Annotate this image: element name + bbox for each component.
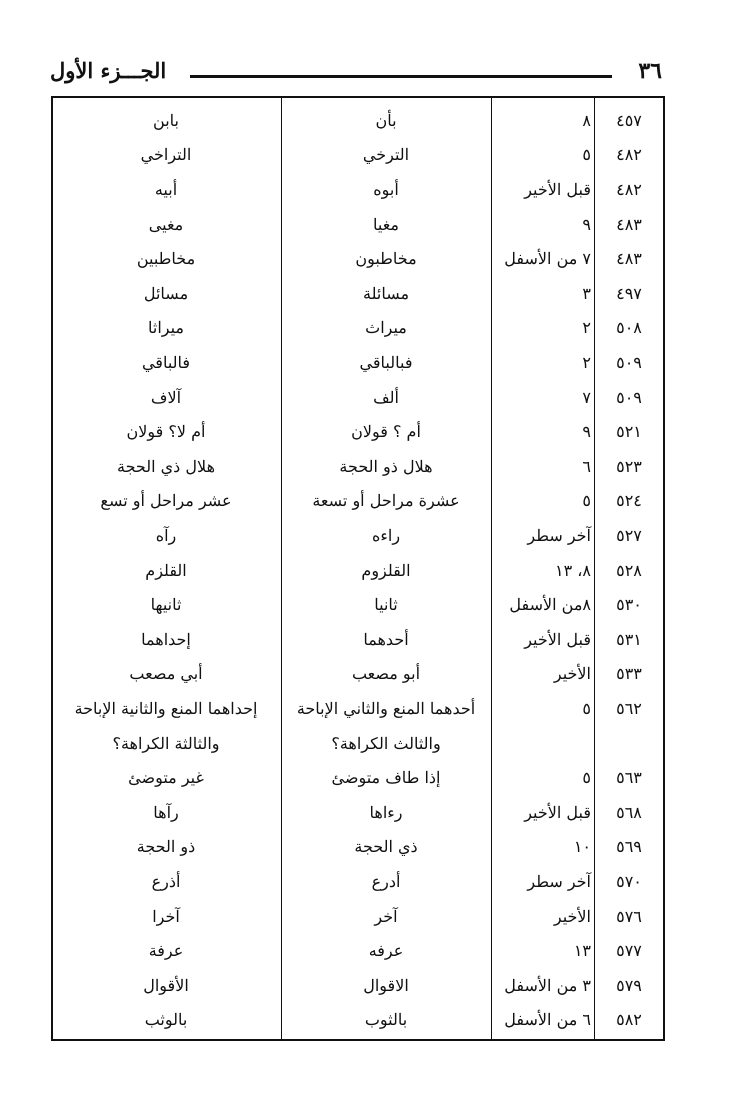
error-cell: بأن [375, 110, 397, 130]
page-header [50, 58, 670, 92]
error-cell: إذا طاف متوضئ [331, 768, 441, 788]
page-cell: ٥٢١ [616, 422, 642, 442]
line-cell: ٩ [582, 214, 591, 234]
correction-cell: بالوثب [144, 1010, 188, 1030]
correction-cell: عشر مراحل أو تسع [100, 491, 232, 511]
correction-cell: عرفة [148, 941, 184, 961]
table-row [53, 1003, 663, 1038]
header-rule [190, 75, 612, 78]
error-cell: ذي الحجة [354, 837, 418, 857]
correction-cell: ميراثا [148, 318, 184, 338]
line-cell: ٦ [582, 456, 591, 476]
line-cell: ١٠ [573, 837, 591, 857]
error-cell: أحدهما المنع والثاني الإباحة [296, 698, 476, 718]
page-cell: ٤٩٧ [616, 283, 642, 303]
correction-cell: مسائل [143, 283, 189, 303]
line-cell: ٨من الأسفل [509, 595, 591, 615]
line-cell: آخر سطر [527, 525, 591, 545]
table-row [53, 276, 663, 311]
line-cell: ٦ من الأسفل [504, 1010, 591, 1030]
table-row [53, 172, 663, 207]
page-cell: ٥٨٢ [616, 1010, 642, 1030]
table-row [53, 587, 663, 622]
table-row [53, 345, 663, 380]
error-cell: فبالباقي [359, 352, 413, 372]
page-cell: ٤٨٢ [616, 179, 642, 199]
page-cell: ٥٦٩ [616, 837, 642, 857]
line-cell: قبل الأخير [524, 802, 591, 822]
line-cell: ٥ [582, 491, 591, 511]
error-cell: بالثوب [364, 1010, 408, 1030]
line-cell: ٩ [582, 422, 591, 442]
line-cell: الأخير [553, 906, 591, 926]
line-cell: ٢ [582, 318, 591, 338]
error-cell: ثانيا [374, 595, 398, 615]
error-cell: الاقوال [363, 975, 409, 995]
table-row [53, 622, 663, 657]
table-row [53, 760, 663, 795]
correction-cell: مخاطبين [136, 249, 196, 269]
error-cell: مسائلة [362, 283, 410, 303]
line-cell: الأخير [553, 664, 591, 684]
error-cell: عرفه [368, 941, 404, 961]
page-cell: ٥٦٣ [616, 768, 642, 788]
error-cell: رءاها [369, 802, 403, 822]
correction-cell: إحداهما [141, 629, 191, 649]
page-cell: ٥٣١ [616, 629, 642, 649]
page-cell: ٥٠٨ [616, 318, 642, 338]
error-cell: الترخي [362, 145, 410, 165]
page-cell: ٥٢٧ [616, 525, 642, 545]
line-cell: ٢ [582, 352, 591, 372]
correction-cell: مغيى [148, 214, 184, 234]
table-row [53, 657, 663, 692]
table-row [53, 864, 663, 899]
correction-cell: ذو الحجة [136, 837, 196, 857]
line-cell: ٨، ١٣ [554, 560, 591, 580]
error-cell: أم ؟ قولان [351, 422, 421, 442]
table-row [53, 414, 663, 449]
error-cell: والثالث الكراهة؟ [331, 733, 441, 753]
correction-cell: آخرا [152, 906, 180, 926]
page-cell [595, 726, 663, 761]
page-cell: ٤٨٢ [616, 145, 642, 165]
page-cell: ٥٢٤ [616, 491, 642, 511]
correction-cell: ثانيها [150, 595, 182, 615]
table-row [53, 518, 663, 553]
line-cell: قبل الأخير [524, 179, 591, 199]
table-row [53, 241, 663, 276]
line-cell: ٥ [582, 768, 591, 788]
line-cell: آخر سطر [527, 871, 591, 891]
correction-cell: إحداهما المنع والثانية الإباحة [74, 698, 258, 718]
correction-cell: القلزم [145, 560, 187, 580]
correction-cell: آلاف [150, 387, 182, 407]
page-cell: ٤٨٣ [616, 249, 642, 269]
error-cell: هلال ذو الحجة [339, 456, 433, 476]
error-cell: أبوه [373, 179, 399, 199]
error-cell: عشرة مراحل أو تسعة [312, 491, 460, 511]
page-cell: ٥٧٠ [616, 871, 642, 891]
line-cell: قبل الأخير [524, 629, 591, 649]
table-row [53, 933, 663, 968]
error-cell: آخر [374, 906, 398, 926]
error-cell: ألف [373, 387, 399, 407]
correction-cell: أم لا؟ قولان [126, 422, 206, 442]
correction-cell: هلال ذي الحجة [117, 456, 215, 476]
correction-cell: التراخي [140, 145, 192, 165]
table-row [53, 103, 663, 138]
line-cell: ٥ [582, 698, 591, 718]
correction-cell: أذرع [151, 871, 181, 891]
table-row [53, 968, 663, 1003]
table-row [53, 138, 663, 173]
part-title: الجـــزء الأول [50, 58, 167, 83]
table-row [53, 899, 663, 934]
table-row [53, 207, 663, 242]
table-row [53, 830, 663, 865]
line-cell: ٥ [582, 145, 591, 165]
line-cell: ٧ من الأسفل [504, 249, 591, 269]
page-cell: ٥٠٩ [616, 352, 642, 372]
error-cell: مغيا [373, 214, 399, 234]
error-cell: راءه [371, 525, 401, 545]
error-cell: القلزوم [361, 560, 411, 580]
table-row [53, 311, 663, 346]
table-row [53, 484, 663, 519]
page-cell: ٥٦٨ [616, 802, 642, 822]
table-row [53, 691, 663, 726]
page-cell: ٥٣٣ [616, 664, 642, 684]
page-cell: ٥٢٨ [616, 560, 642, 580]
table-row [53, 449, 663, 484]
error-cell: ميراث [365, 318, 407, 338]
errata-table [51, 96, 665, 1041]
error-cell: أبو مصعب [351, 664, 421, 684]
error-cell: أحدهما [363, 629, 409, 649]
line-cell: ٣ [582, 283, 591, 303]
page-cell: ٥٢٣ [616, 456, 642, 476]
table-row [53, 726, 663, 761]
line-cell: ٧ [582, 387, 591, 407]
page-cell: ٤٥٧ [616, 110, 642, 130]
page-cell: ٥٠٩ [616, 387, 642, 407]
correction-cell: بابن [153, 110, 179, 130]
correction-cell: الأقوال [143, 975, 189, 995]
page-cell: ٥٧٩ [616, 975, 642, 995]
correction-cell: غير متوضئ [128, 768, 204, 788]
line-cell: ٨ [582, 110, 591, 130]
line-cell: ٣ من الأسفل [504, 975, 591, 995]
table-row [53, 553, 663, 588]
correction-cell: والثالثة الكراهة؟ [112, 733, 220, 753]
page-cell: ٤٨٣ [616, 214, 642, 234]
page-cell: ٥٦٢ [616, 698, 642, 718]
correction-cell: أبيه [154, 179, 178, 199]
page-cell: ٥٧٧ [616, 941, 642, 961]
correction-cell: رآها [153, 802, 179, 822]
correction-cell: أبي مصعب [129, 664, 203, 684]
error-cell: مخاطبون [355, 249, 417, 269]
table-row [53, 795, 663, 830]
page-number: ٣٦ [638, 58, 662, 84]
page-cell: ٥٧٦ [616, 906, 642, 926]
correction-cell: رآه [155, 525, 177, 545]
error-cell: أدرع [371, 871, 401, 891]
line-cell [494, 726, 594, 761]
correction-cell: فالباقي [141, 352, 191, 372]
page-cell: ٥٣٠ [616, 595, 642, 615]
table-row [53, 380, 663, 415]
line-cell: ١٣ [573, 941, 591, 961]
